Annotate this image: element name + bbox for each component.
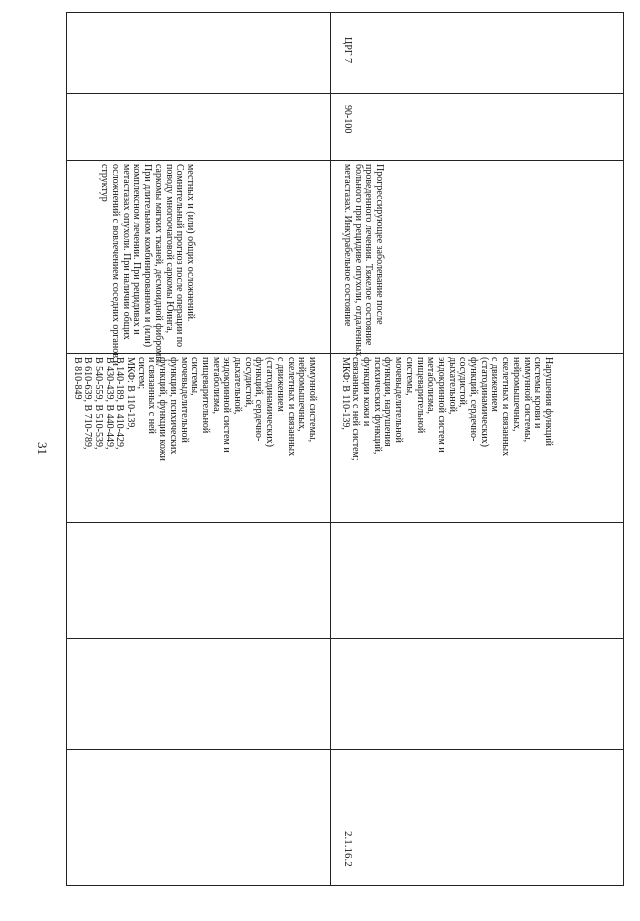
- rotated-table: [66, 12, 624, 886]
- row2-clinical-description: Прогрессирующее заболевание после проведенного лечения. Тяжелое состояние больного при рецидиве опухоли, отдаленных метастазах. Инкурабельное состояние: [341, 164, 385, 357]
- column-divider-5: [67, 160, 623, 161]
- row1-impairments-text: иммунной системы, нейромышечных, скелетных и связанных с движением (статодинамических) функций, сердечно- сосудистой, дыхательной, эндокринной систем и метаболизма, пищеварительной системы, мочевыделительной функции, психических функций, функции кожи и связанных с ней систем; МКФ: В 110-139, В 140-189, В 410-429, В 430-439, В 440-449, В 540-559, В 510-539, В 610-639, В 710-789, В 810-849: [71, 357, 318, 461]
- row1-clinical-description: местных и (или) общих осложнений. Сомнительный прогноз после операции по поводу многоочаговой саркомы Юинга, саркомы мягких тканей, десмоидной фибромы. При длительном комбинированном и (или) комплексном лечении. При рецидивах и метастазах опухоли. При наличии общих осложнений с вовлечением соседних органов и структур: [99, 164, 196, 366]
- column-divider-1: [67, 749, 623, 750]
- row2-percent: 90-100: [342, 105, 353, 134]
- column-divider-6: [67, 93, 623, 94]
- row2-category: ЦРГ 7: [342, 37, 353, 64]
- row2-impairments-text: Нарушения функций системы крови и иммунной системы, нейромышечных, скелетных и связанных с движением (статодинамических) функций, сердечно- сосудистой, дыхательной, эндокринной систем и метаболизма, пищеварительной системы, мочевыделительной функции, нарушения психических функций, функции кожи и связанных с ней систем; МКФ: В 110-139,: [339, 357, 554, 461]
- row2-code: 2.1.16.2: [342, 831, 354, 867]
- column-divider-2: [67, 638, 623, 639]
- column-divider-3: [67, 522, 623, 523]
- page-number: 31: [35, 442, 50, 455]
- row-divider: [330, 13, 331, 885]
